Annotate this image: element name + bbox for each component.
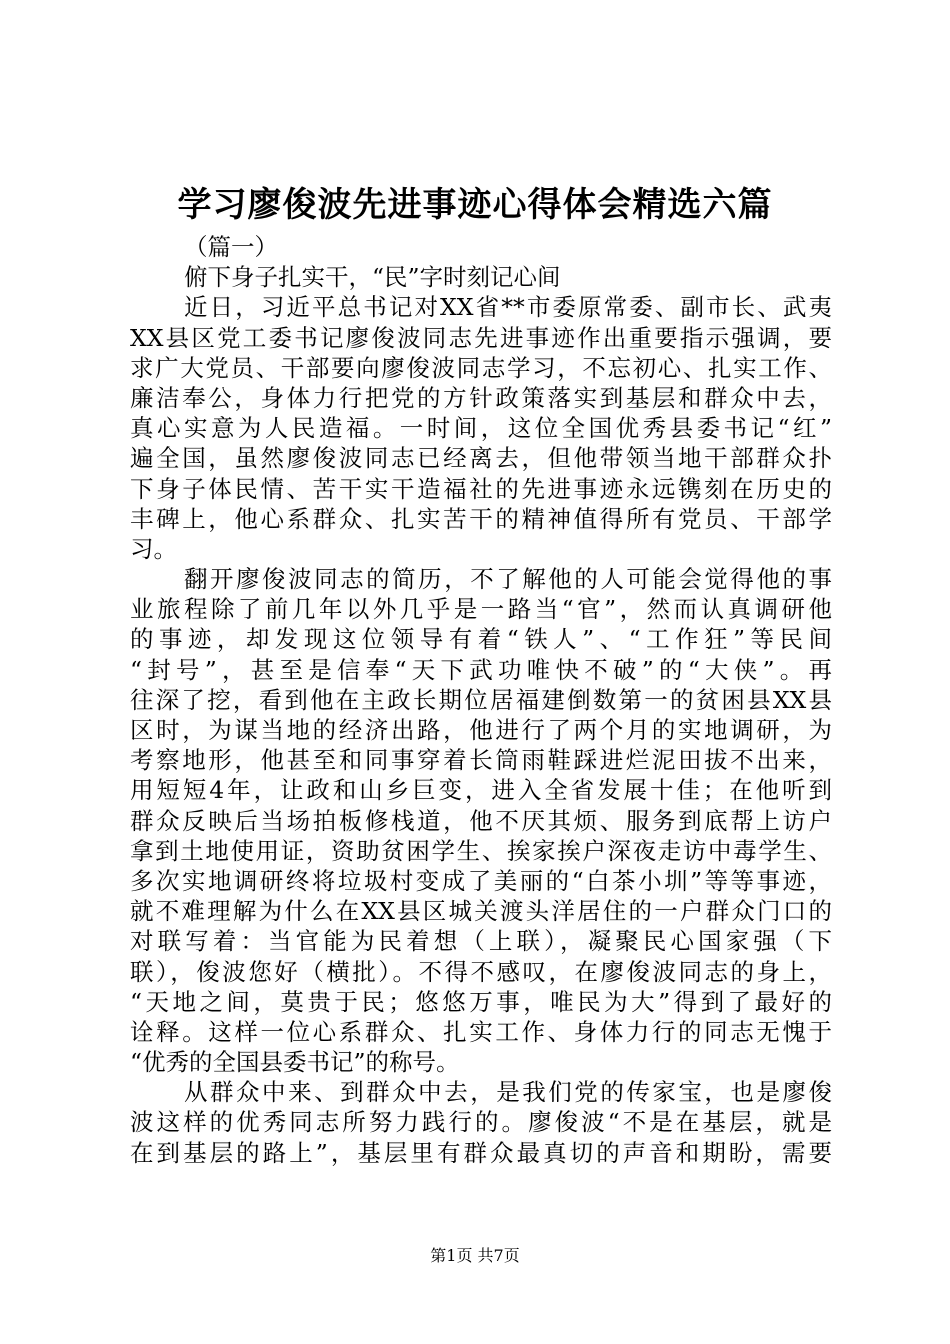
body-text-line: 近日，习近平总书记对XX省**市委原常委、副市长、武夷 xyxy=(184,293,832,322)
body-text-line: 廉洁奉公，身体力行把党的方针政策落实到基层和群众中去， xyxy=(130,383,832,412)
body-text-line: 丰碑上，他心系群众、扎实苦干的精神值得所有党员、干部学 xyxy=(130,504,832,533)
body-text-line: 联），俊波您好（横批）。不得不感叹，在廖俊波同志的身上， xyxy=(130,957,832,986)
body-text-line: 遍全国，虽然廖俊波同志已经离去，但他带领当地干部群众扑 xyxy=(130,444,832,473)
body-text-line: 业旅程除了前几年以外几乎是一路当“官”，然而认真调研他 xyxy=(130,595,832,624)
body-text-line: “封号”，甚至是信奉“天下武功唯快不破”的“大侠”。再 xyxy=(130,655,832,684)
body-text-line: 对联写着：当官能为民着想（上联），凝聚民心国家强（下 xyxy=(130,927,832,956)
body-text-line: 波这样的优秀同志所努力践行的。廖俊波“不是在基层，就是 xyxy=(130,1108,832,1137)
document-title: 学习廖俊波先进事迹心得体会精选六篇 xyxy=(177,184,773,225)
body-text-line: 在到基层的路上”，基层里有群众最真切的声音和期盼，需要 xyxy=(130,1138,832,1167)
document-body xyxy=(130,232,832,1168)
body-text-line: 下身子体民情、苦干实干造福社的先进事迹永远镌刻在历史的 xyxy=(130,474,832,503)
body-text-line: “优秀的全国县委书记”的称号。 xyxy=(130,1048,460,1077)
body-text-line: 往深了挖，看到他在主政长期位居福建倒数第一的贫困县XX县 xyxy=(130,685,832,714)
body-text-line: 区时，为谋当地的经济出路，他进行了两个月的实地调研，为 xyxy=(130,716,832,744)
body-text-line: 习。 xyxy=(130,534,177,563)
page-footer: 第1页 共7页 xyxy=(430,1246,520,1265)
body-text-line: （篇一） xyxy=(184,233,278,261)
body-text-line: “天地之间，莫贵于民；悠悠万事，唯民为大”得到了最好的 xyxy=(130,987,832,1016)
body-text-line: 多次实地调研终将垃圾村变成了美丽的“白茶小圳”等等事迹， xyxy=(130,866,832,895)
body-text-line: 群众反映后当场拍板修栈道，他不厌其烦、服务到底帮上访户 xyxy=(130,806,832,835)
body-text-line: 从群众中来、到群众中去，是我们党的传家宝，也是廖俊 xyxy=(184,1078,832,1107)
body-text-line: 俯下身子扎实干，“民”字时刻记心间 xyxy=(184,263,561,292)
body-text-line: 就不难理解为什么在XX县区城关渡头洋居住的一户群众门口的 xyxy=(130,897,832,926)
body-text-line: 真心实意为人民造福。一时间，这位全国优秀县委书记“红” xyxy=(130,414,832,443)
body-text-line: 诠释。这样一位心系群众、扎实工作、身体力行的同志无愧于 xyxy=(130,1017,832,1046)
body-text-line: 翻开廖俊波同志的简历，不了解他的人可能会觉得他的事 xyxy=(184,565,832,594)
body-text-line: 求广大党员、干部要向廖俊波同志学习，不忘初心、扎实工作、 xyxy=(130,353,832,382)
body-text-line: XX县区党工委书记廖俊波同志先进事迹作出重要指示强调，要 xyxy=(130,323,832,352)
body-text-line: 的事迹，却发现这位领导有着“铁人”、“工作狂”等民间 xyxy=(130,625,832,654)
body-text-line: 考察地形，他甚至和同事穿着长筒雨鞋踩进烂泥田拔不出来， xyxy=(130,746,832,775)
body-text-line: 拿到土地使用证，资助贫困学生、挨家挨户深夜走访中毒学生、 xyxy=(130,836,832,865)
body-text-line: 用短短4年，让政和山乡巨变，进入全省发展十佳；在他听到 xyxy=(130,776,832,805)
